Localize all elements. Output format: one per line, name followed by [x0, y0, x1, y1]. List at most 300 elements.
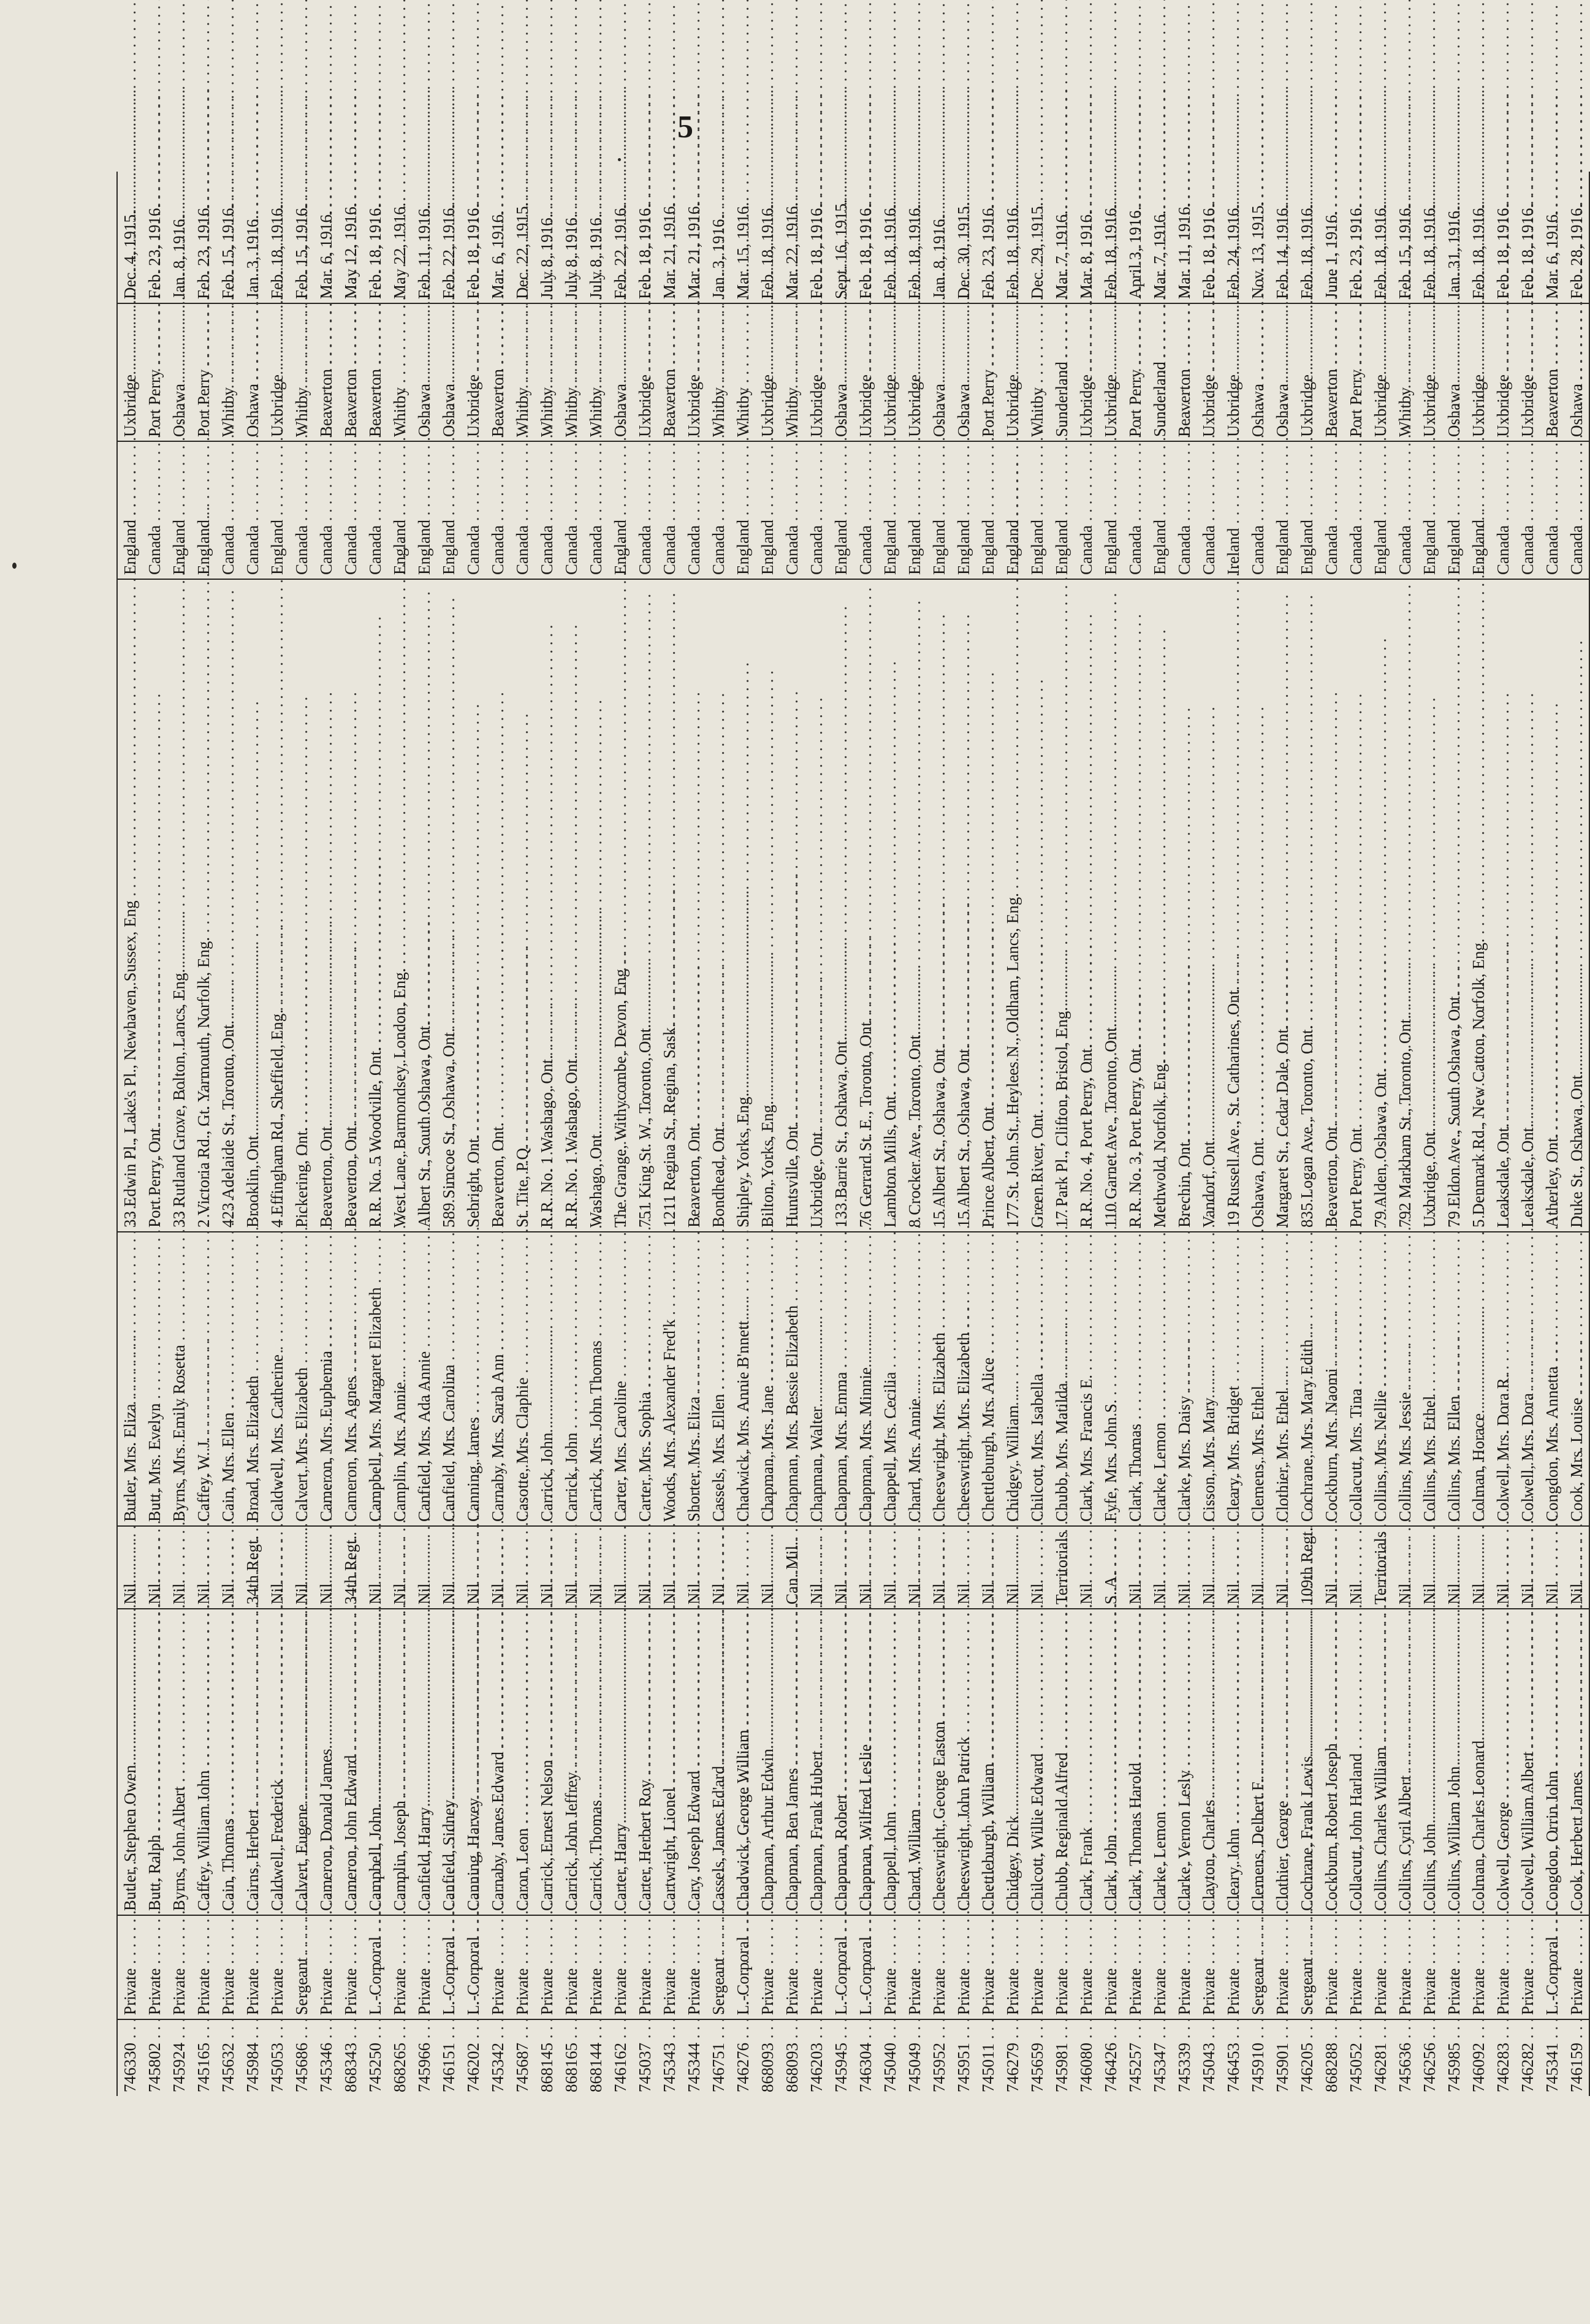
address-cell: 133 Barrie St., Oshawa, Ont. . . .	[829, 579, 853, 1232]
address-cell: 177 St. John St., Heylees N., Oldham, Lancs, Eng. . . .	[1000, 579, 1025, 1232]
place-taken-on-strength-cell: Whitby . . .	[1025, 303, 1049, 441]
address-cell: Huntsville, Ont. . . .	[780, 579, 804, 1232]
address-cell: Beaverton, Ont. . . .	[338, 579, 363, 1232]
table-row	[951, 172, 976, 2096]
soldier-name-cell: Chapman, Frank Hubert . . .	[804, 1609, 829, 1915]
rank-cell: Private . . .	[1368, 1915, 1393, 2019]
place-taken-on-strength-cell: Beaverton . . .	[657, 303, 682, 441]
date-cell: Feb. 22, 1916.	[436, 172, 461, 303]
rank-cell: Private . . .	[191, 1915, 216, 2019]
rank-cell: Private . . .	[1393, 1915, 1417, 2019]
rank-cell: L.-Corporal . . .	[731, 1915, 755, 2019]
country-of-birth-cell: England . . .	[1466, 441, 1491, 579]
regimental-number-cell: 745686 . . .	[289, 2019, 314, 2096]
soldier-name-cell: Cain, Thomas . . .	[216, 1609, 240, 1915]
soldier-name-cell: Chapman, Arthur Edwin . . .	[755, 1609, 780, 1915]
rank-cell: Private . . .	[657, 1915, 682, 2019]
next-of-kin-cell: Byrns, Mrs. Emily Rosetta . . .	[167, 1232, 191, 1526]
country-of-birth-cell: Canada . . .	[706, 441, 731, 579]
date-cell: May 22, 1916.	[387, 172, 412, 303]
date-cell: July 8, 1916.	[534, 172, 559, 303]
next-of-kin-cell: Fyfe, Mrs. John S. . . .	[1098, 1232, 1123, 1526]
table-row	[534, 172, 559, 2096]
rank-cell: Private . . .	[951, 1915, 976, 2019]
soldier-name-cell: Chidgey, Dick . . .	[1000, 1609, 1025, 1915]
table-row	[633, 172, 657, 2096]
regimental-number-cell: 745347 . . .	[1147, 2019, 1172, 2096]
place-taken-on-strength-cell: Oshawa . . .	[927, 303, 951, 441]
address-cell: Brechin, Ont. . . .	[1172, 579, 1196, 1232]
date-cell: Mar. 8, 1916.	[1074, 172, 1098, 303]
country-of-birth-cell: Ireland . . .	[1221, 441, 1246, 579]
next-of-kin-cell: Clothier, Mrs. Ethel . . .	[1270, 1232, 1295, 1526]
table-row	[682, 172, 706, 2096]
place-taken-on-strength-cell: Oshawa . . .	[436, 303, 461, 441]
nominal-roll-table	[116, 172, 1590, 2096]
former-unit-cell: Nil	[657, 1526, 682, 1609]
page-number: 5	[677, 110, 693, 145]
address-cell: Leaksdale, Ont. . . .	[1515, 579, 1540, 1232]
address-cell: 79 Eldon Ave., South Oshawa, Ont. . . .	[1442, 579, 1466, 1232]
regimental-number-cell: 745802 . . .	[142, 2019, 167, 2096]
rank-cell: Private . . .	[633, 1915, 657, 2019]
country-of-birth-cell: England . . .	[265, 441, 289, 579]
rank-cell: Sergeant . . .	[706, 1915, 731, 2019]
soldier-name-cell: Cairns, Herbert . . .	[240, 1609, 265, 1915]
country-of-birth-cell: Canada . . .	[142, 441, 167, 579]
soldier-name-cell: Cockburn, Robert Joseph . . .	[1319, 1609, 1344, 1915]
former-unit-cell: Nil	[976, 1526, 1000, 1609]
table-row	[1270, 172, 1295, 2096]
former-unit-cell: 109th Regt.	[1295, 1526, 1319, 1609]
place-taken-on-strength-cell: Uxbridge . . .	[902, 303, 927, 441]
date-cell: Jan. 3, 1916.	[240, 172, 265, 303]
country-of-birth-cell: England . . .	[878, 441, 902, 579]
former-unit-cell: Territorials	[1368, 1526, 1393, 1609]
soldier-name-cell: Canfield, Harry . . .	[412, 1609, 436, 1915]
regimental-number-cell: 745043 . . .	[1196, 2019, 1221, 2096]
address-cell: Methwold, Norfolk, Eng. . . .	[1147, 579, 1172, 1232]
table-row	[1368, 172, 1393, 2096]
place-taken-on-strength-cell: Whitby . . .	[559, 303, 584, 441]
date-cell: Feb. 18, 1916.	[461, 172, 485, 303]
place-taken-on-strength-cell: Whitby . . .	[289, 303, 314, 441]
address-cell: Sebright, Ont. . . .	[461, 579, 485, 1232]
date-cell: Dec. 4, 1915.	[117, 172, 142, 303]
rank-cell: Private . . .	[338, 1915, 363, 2019]
table-row	[142, 172, 167, 2096]
table-row	[1295, 172, 1319, 2096]
place-taken-on-strength-cell: Beaverton . . .	[1319, 303, 1344, 441]
rank-cell: Private . . .	[534, 1915, 559, 2019]
date-cell: Feb. 18, 1916.	[902, 172, 927, 303]
regimental-number-cell: 746202 . . .	[461, 2019, 485, 2096]
table-row	[1442, 172, 1466, 2096]
next-of-kin-cell: Cockburn, Mrs. Naomi . . .	[1319, 1232, 1344, 1526]
address-cell: 15 Albert St., Oshawa, Ont. . . .	[927, 579, 951, 1232]
former-unit-cell: Nil	[1417, 1526, 1442, 1609]
table-row	[240, 172, 265, 2096]
soldier-name-cell: Cleary, John . . .	[1221, 1609, 1246, 1915]
date-cell: Feb. 15, 1916.	[289, 172, 314, 303]
regimental-number-cell: 745342 . . .	[485, 2019, 510, 2096]
date-cell: Feb. 18, 1916.	[1368, 172, 1393, 303]
former-unit-cell: 34th Regt.	[338, 1526, 363, 1609]
address-cell: Prince Albert, Ont. . . .	[976, 579, 1000, 1232]
date-cell: Feb. 24, 1916.	[1221, 172, 1246, 303]
table-row	[878, 172, 902, 2096]
table-row	[559, 172, 584, 2096]
place-taken-on-strength-cell: Oshawa . . .	[608, 303, 633, 441]
country-of-birth-cell: England . . .	[1270, 441, 1295, 579]
regimental-number-cell: 745966 . . .	[412, 2019, 436, 2096]
regimental-number-cell: 745687 . . .	[510, 2019, 534, 2096]
soldier-name-cell: Carrick, Ernest Nelson . . .	[534, 1609, 559, 1915]
table-row	[706, 172, 731, 2096]
date-cell: July 8, 1916.	[584, 172, 608, 303]
place-taken-on-strength-cell: Whitby . . .	[731, 303, 755, 441]
address-cell: Lambton Mills, Ont. . . .	[878, 579, 902, 1232]
former-unit-cell: Nil	[608, 1526, 633, 1609]
place-taken-on-strength-cell: Uxbridge . . .	[265, 303, 289, 441]
table-row	[412, 172, 436, 2096]
soldier-name-cell: Caron, Leon . . .	[510, 1609, 534, 1915]
next-of-kin-cell: Shorter, Mrs. Eliza . . .	[682, 1232, 706, 1526]
regimental-number-cell: 745037 . . .	[633, 2019, 657, 2096]
former-unit-cell: Nil	[510, 1526, 534, 1609]
regimental-number-cell: 745659 . . .	[1025, 2019, 1049, 2096]
table-row	[436, 172, 461, 2096]
country-of-birth-cell: Canada . . .	[1515, 441, 1540, 579]
next-of-kin-cell: Cassels, Mrs. Ellen . . .	[706, 1232, 731, 1526]
soldier-name-cell: Carter, Harry . . .	[608, 1609, 633, 1915]
place-taken-on-strength-cell: Whitby . . .	[584, 303, 608, 441]
regimental-number-cell: 745040 . . .	[878, 2019, 902, 2096]
former-unit-cell: Nil	[461, 1526, 485, 1609]
former-unit-cell: Nil	[1540, 1526, 1564, 1609]
soldier-name-cell: Calvert, Eugene . . .	[289, 1609, 314, 1915]
country-of-birth-cell: England . . .	[1000, 441, 1025, 579]
rank-cell: Private . . .	[1098, 1915, 1123, 2019]
soldier-name-cell: Cary, Joseph Edward . . .	[682, 1609, 706, 1915]
former-unit-cell: Nil	[485, 1526, 510, 1609]
former-unit-cell: Nil	[314, 1526, 338, 1609]
former-unit-cell: Nil	[117, 1526, 142, 1609]
nominal-roll-body	[117, 172, 1589, 2096]
country-of-birth-cell: England . . .	[1417, 441, 1442, 579]
place-taken-on-strength-cell: Sunderland . . .	[1147, 303, 1172, 441]
regimental-number-cell: 746282 . . .	[1515, 2019, 1540, 2096]
address-cell: Washago, Ont. . . .	[584, 579, 608, 1232]
table-row	[755, 172, 780, 2096]
former-unit-cell: Nil	[1074, 1526, 1098, 1609]
rank-cell: Private . . .	[412, 1915, 436, 2019]
date-cell: Feb. 18, 1916.	[755, 172, 780, 303]
next-of-kin-cell: Cain, Mrs. Ellen . . .	[216, 1232, 240, 1526]
former-unit-cell: Nil	[731, 1526, 755, 1609]
soldier-name-cell: Cook, Herbert James . . .	[1564, 1609, 1589, 1915]
address-cell: Beaverton, Ont. . . .	[485, 579, 510, 1232]
soldier-name-cell: Cartwright, Lionel . . .	[657, 1609, 682, 1915]
country-of-birth-cell: England . . .	[927, 441, 951, 579]
former-unit-cell: Territorials	[1049, 1526, 1074, 1609]
former-unit-cell: Nil	[1319, 1526, 1344, 1609]
address-cell: R.R. No. 3, Port Perry, Ont. . . .	[1123, 579, 1147, 1232]
table-row	[1221, 172, 1246, 2096]
place-taken-on-strength-cell: Port Perry . . .	[1123, 303, 1147, 441]
next-of-kin-cell: Clarke, Lemon . . .	[1147, 1232, 1172, 1526]
address-cell: Port Perry, Ont. . . .	[142, 579, 167, 1232]
next-of-kin-cell: Colwell, Mrs. Dora . . .	[1515, 1232, 1540, 1526]
address-cell: 76 Gerrard St. E., Toronto, Ont. . . .	[853, 579, 878, 1232]
soldier-name-cell: Chard, William . . .	[902, 1609, 927, 1915]
place-taken-on-strength-cell: Uxbridge . . .	[1221, 303, 1246, 441]
soldier-name-cell: Chilcott, Willie Edward . . .	[1025, 1609, 1049, 1915]
next-of-kin-cell: Colman, Horace . . .	[1466, 1232, 1491, 1526]
place-taken-on-strength-cell: Whitby . . .	[1393, 303, 1417, 441]
next-of-kin-cell: Clemens, Mrs. Ethel . . .	[1246, 1232, 1270, 1526]
regimental-number-cell: 745981 . . .	[1049, 2019, 1074, 2096]
next-of-kin-cell: Butler, Mrs. Eliza . . .	[117, 1232, 142, 1526]
address-cell: Beaverton, Ont. . . .	[314, 579, 338, 1232]
rank-cell: Private . . .	[1466, 1915, 1491, 2019]
regimental-number-cell: 868145 . . .	[534, 2019, 559, 2096]
place-taken-on-strength-cell: Uxbridge . . .	[1074, 303, 1098, 441]
date-cell: Feb. 23, 1916.	[142, 172, 167, 303]
soldier-name-cell: Carrick, John Jeffrey . . .	[559, 1609, 584, 1915]
place-taken-on-strength-cell: Sunderland . . .	[1049, 303, 1074, 441]
rank-cell: Private . . .	[780, 1915, 804, 2019]
table-row	[902, 172, 927, 2096]
table-row	[265, 172, 289, 2096]
former-unit-cell: Nil	[1393, 1526, 1417, 1609]
next-of-kin-cell: Collins, Mrs. Jessie . . .	[1393, 1232, 1417, 1526]
address-cell: Atherley, Ont. . . .	[1540, 579, 1564, 1232]
regimental-number-cell: 746304 . . .	[853, 2019, 878, 2096]
date-cell: Feb. 15, 1916.	[1393, 172, 1417, 303]
place-taken-on-strength-cell: Uxbridge . . .	[755, 303, 780, 441]
country-of-birth-cell: England . . .	[117, 441, 142, 579]
regimental-number-cell: 746151 . . .	[436, 2019, 461, 2096]
soldier-name-cell: Byrns, John Albert . . .	[167, 1609, 191, 1915]
table-row	[584, 172, 608, 2096]
date-cell: Jan. 8, 1916.	[927, 172, 951, 303]
place-taken-on-strength-cell: Oshawa . . .	[1270, 303, 1295, 441]
regimental-number-cell: 745257 . . .	[1123, 2019, 1147, 2096]
regimental-number-cell: 746751 . . .	[706, 2019, 731, 2096]
address-cell: 1211 Regina St., Regina, Sask. . . .	[657, 579, 682, 1232]
next-of-kin-cell: Clark, Mrs. Francis E. . . .	[1074, 1232, 1098, 1526]
country-of-birth-cell: Canada . . .	[633, 441, 657, 579]
soldier-name-cell: Chapman, Wilfred Leslie . . .	[853, 1609, 878, 1915]
next-of-kin-cell: Chilcott, Mrs. Isabella . . .	[1025, 1232, 1049, 1526]
next-of-kin-cell: Collins, Mrs. Ethel . . .	[1417, 1232, 1442, 1526]
next-of-kin-cell: Cochrane, Mrs. Mary Edith . . .	[1295, 1232, 1319, 1526]
former-unit-cell: Nil	[1025, 1526, 1049, 1609]
soldier-name-cell: Caffey, William John . . .	[191, 1609, 216, 1915]
address-cell: The Grange, Withycombe, Devon, Eng . . .	[608, 579, 633, 1232]
place-taken-on-strength-cell: Uxbridge . . .	[117, 303, 142, 441]
date-cell: Dec. 30, 1915.	[951, 172, 976, 303]
address-cell: Shipley, Yorks, Eng. . . .	[731, 579, 755, 1232]
next-of-kin-cell: Cleary, Mrs. Bridget . . .	[1221, 1232, 1246, 1526]
rank-cell: Private . . .	[1344, 1915, 1368, 2019]
former-unit-cell: S. A.	[1098, 1526, 1123, 1609]
rank-cell: Private . . .	[682, 1915, 706, 2019]
soldier-name-cell: Canning, Harvey . . .	[461, 1609, 485, 1915]
address-cell: Pickering, Ont. . . .	[289, 579, 314, 1232]
place-taken-on-strength-cell: Uxbridge . . .	[461, 303, 485, 441]
country-of-birth-cell: England . . .	[1295, 441, 1319, 579]
next-of-kin-cell: Collins, Mrs. Ellen . . .	[1442, 1232, 1466, 1526]
next-of-kin-cell: Canfield, Mrs. Ada Annie . . .	[412, 1232, 436, 1526]
place-taken-on-strength-cell: Uxbridge . . .	[1295, 303, 1319, 441]
rank-cell: Sergeant . . .	[1246, 1915, 1270, 2019]
place-taken-on-strength-cell: Uxbridge . . .	[682, 303, 706, 441]
country-of-birth-cell: Canada . . .	[853, 441, 878, 579]
next-of-kin-cell: Canfield, Mrs. Carolina . . .	[436, 1232, 461, 1526]
next-of-kin-cell: Caldwell, Mrs. Catherine . . .	[265, 1232, 289, 1526]
address-cell: 19 Russell Ave., St. Catharines, Ont. . . .	[1221, 579, 1246, 1232]
place-taken-on-strength-cell: Oshawa . . .	[829, 303, 853, 441]
date-cell: Dec. 22, 1915.	[510, 172, 534, 303]
date-cell: Feb. 11, 1916.	[412, 172, 436, 303]
rank-cell: Private . . .	[387, 1915, 412, 2019]
place-taken-on-strength-cell: Whitby . . .	[706, 303, 731, 441]
country-of-birth-cell: Canada . . .	[1393, 441, 1417, 579]
country-of-birth-cell: England . . .	[608, 441, 633, 579]
date-cell: Jan. 8, 1916.	[167, 172, 191, 303]
table-row	[1196, 172, 1221, 2096]
date-cell: Feb. 18, 1916.	[804, 172, 829, 303]
address-cell: Margaret St., Cedar Dale, Ont. . . .	[1270, 579, 1295, 1232]
address-cell: Beaverton, Ont. . . .	[682, 579, 706, 1232]
former-unit-cell: 34th Regt.	[240, 1526, 265, 1609]
regimental-number-cell: 745952 . . .	[927, 2019, 951, 2096]
rank-cell: Private . . .	[1417, 1915, 1442, 2019]
date-cell: Feb. 23, 1916.	[1344, 172, 1368, 303]
next-of-kin-cell: Colwell, Mrs. Dora R. . . .	[1491, 1232, 1515, 1526]
regimental-number-cell: 746080 . . .	[1074, 2019, 1098, 2096]
next-of-kin-cell: Broad, Mrs. Elizabeth . . .	[240, 1232, 265, 1526]
place-taken-on-strength-cell: Uxbridge . . .	[1098, 303, 1123, 441]
address-cell: Leaksdale, Ont. . . .	[1491, 579, 1515, 1232]
rank-cell: Private . . .	[1491, 1915, 1515, 2019]
rank-cell: Private . . .	[142, 1915, 167, 2019]
next-of-kin-cell: Clarke, Mrs. Daisy . . .	[1172, 1232, 1196, 1526]
table-row	[608, 172, 633, 2096]
table-row	[1123, 172, 1147, 2096]
next-of-kin-cell: Chapman, Mrs. Minnie . . .	[853, 1232, 878, 1526]
next-of-kin-cell: Carter, Mrs. Sophia . . .	[633, 1232, 657, 1526]
regimental-number-cell: 745984 . . .	[240, 2019, 265, 2096]
country-of-birth-cell: Canada . . .	[1196, 441, 1221, 579]
former-unit-cell: Nil	[902, 1526, 927, 1609]
country-of-birth-cell: Canada . . .	[1491, 441, 1515, 579]
rank-cell: Private . . .	[117, 1915, 142, 2019]
country-of-birth-cell: Canada . . .	[1344, 441, 1368, 579]
date-cell: Nov. 13, 1915.	[1246, 172, 1270, 303]
address-cell: 15 Albert St., Oshawa, Ont. . . .	[951, 579, 976, 1232]
former-unit-cell: Nil	[412, 1526, 436, 1609]
former-unit-cell: Nil	[1344, 1526, 1368, 1609]
next-of-kin-cell: Chapman, Mrs. Emma . . .	[829, 1232, 853, 1526]
rank-cell: Private . . .	[1564, 1915, 1589, 2019]
table-row	[387, 172, 412, 2096]
table-row	[216, 172, 240, 2096]
next-of-kin-cell: Collins, Mrs. Nellie . . .	[1368, 1232, 1393, 1526]
rank-cell: Private . . .	[1147, 1915, 1172, 2019]
table-row	[1098, 172, 1123, 2096]
date-cell: Feb. 23, 1916.	[191, 172, 216, 303]
table-row	[976, 172, 1000, 2096]
rank-cell: Private . . .	[1270, 1915, 1295, 2019]
former-unit-cell: Nil	[1000, 1526, 1025, 1609]
date-cell: Mar. 7, 1916.	[1147, 172, 1172, 303]
soldier-name-cell: Clarke, Lemon . . .	[1147, 1609, 1172, 1915]
date-cell: Dec. 29, 1915.	[1025, 172, 1049, 303]
soldier-name-cell: Carter, Herbert Roy . . .	[633, 1609, 657, 1915]
former-unit-cell: Nil	[142, 1526, 167, 1609]
regimental-number-cell: 868093 . . .	[780, 2019, 804, 2096]
former-unit-cell: Nil	[191, 1526, 216, 1609]
soldier-name-cell: Clark, Thomas Harold . . .	[1123, 1609, 1147, 1915]
country-of-birth-cell: Canada . . .	[534, 441, 559, 579]
address-cell: 33 Rutland Grove, Bolton, Lancs, Eng. . . .	[167, 579, 191, 1232]
date-cell: Feb. 22, 1916.	[608, 172, 633, 303]
date-cell: Mar. 15, 1916.	[731, 172, 755, 303]
date-cell: Feb. 28, 1916.	[1564, 172, 1589, 303]
former-unit-cell: Nil	[682, 1526, 706, 1609]
place-taken-on-strength-cell: Beaverton . . .	[314, 303, 338, 441]
date-cell: Sept. 16, 1915.	[829, 172, 853, 303]
country-of-birth-cell: Canada . . .	[1172, 441, 1196, 579]
country-of-birth-cell: England . . .	[167, 441, 191, 579]
former-unit-cell: Nil	[584, 1526, 608, 1609]
address-cell: R.R. No. 4, Port Perry, Ont. . . .	[1074, 579, 1098, 1232]
regimental-number-cell: 746283 . . .	[1491, 2019, 1515, 2096]
address-cell: 33 Edwin Pl., Lake's Pl., Newhaven, Sussex, Eng . . .	[117, 579, 142, 1232]
former-unit-cell: Nil	[363, 1526, 387, 1609]
place-taken-on-strength-cell: Whitby . . .	[534, 303, 559, 441]
rank-cell: Private . . .	[1049, 1915, 1074, 2019]
country-of-birth-cell: Canada . . .	[1074, 441, 1098, 579]
soldier-name-cell: Collins, William John . . .	[1442, 1609, 1466, 1915]
country-of-birth-cell: England . . .	[1442, 441, 1466, 579]
next-of-kin-cell: Cisson, Mrs. Mary . . .	[1196, 1232, 1221, 1526]
soldier-name-cell: Cheeswright, George Easton . . .	[927, 1609, 951, 1915]
country-of-birth-cell: England . . .	[1147, 441, 1172, 579]
place-taken-on-strength-cell: Oshawa . . .	[1246, 303, 1270, 441]
address-cell: Albert St., South Oshawa, Ont. . . .	[412, 579, 436, 1232]
country-of-birth-cell: Canada . . .	[289, 441, 314, 579]
date-cell: Mar. 7, 1916.	[1049, 172, 1074, 303]
date-cell: Feb. 23, 1916.	[976, 172, 1000, 303]
place-taken-on-strength-cell: Whitby . . .	[216, 303, 240, 441]
date-cell: Feb. 18, 1916.	[265, 172, 289, 303]
next-of-kin-cell: Cameron, Mrs. Euphemia . . .	[314, 1232, 338, 1526]
table-row	[1147, 172, 1172, 2096]
regimental-number-cell: 746162 . . .	[608, 2019, 633, 2096]
soldier-name-cell: Clarke, Vernon Lesly . . .	[1172, 1609, 1196, 1915]
table-row	[167, 172, 191, 2096]
former-unit-cell: Nil	[1147, 1526, 1172, 1609]
next-of-kin-cell: Collacutt, Mrs. Tina . . .	[1344, 1232, 1368, 1526]
place-taken-on-strength-cell: Port Perry . . .	[191, 303, 216, 441]
former-unit-cell: Nil	[804, 1526, 829, 1609]
former-unit-cell: Nil	[829, 1526, 853, 1609]
address-cell: Beaverton, Ont. . . .	[1319, 579, 1344, 1232]
